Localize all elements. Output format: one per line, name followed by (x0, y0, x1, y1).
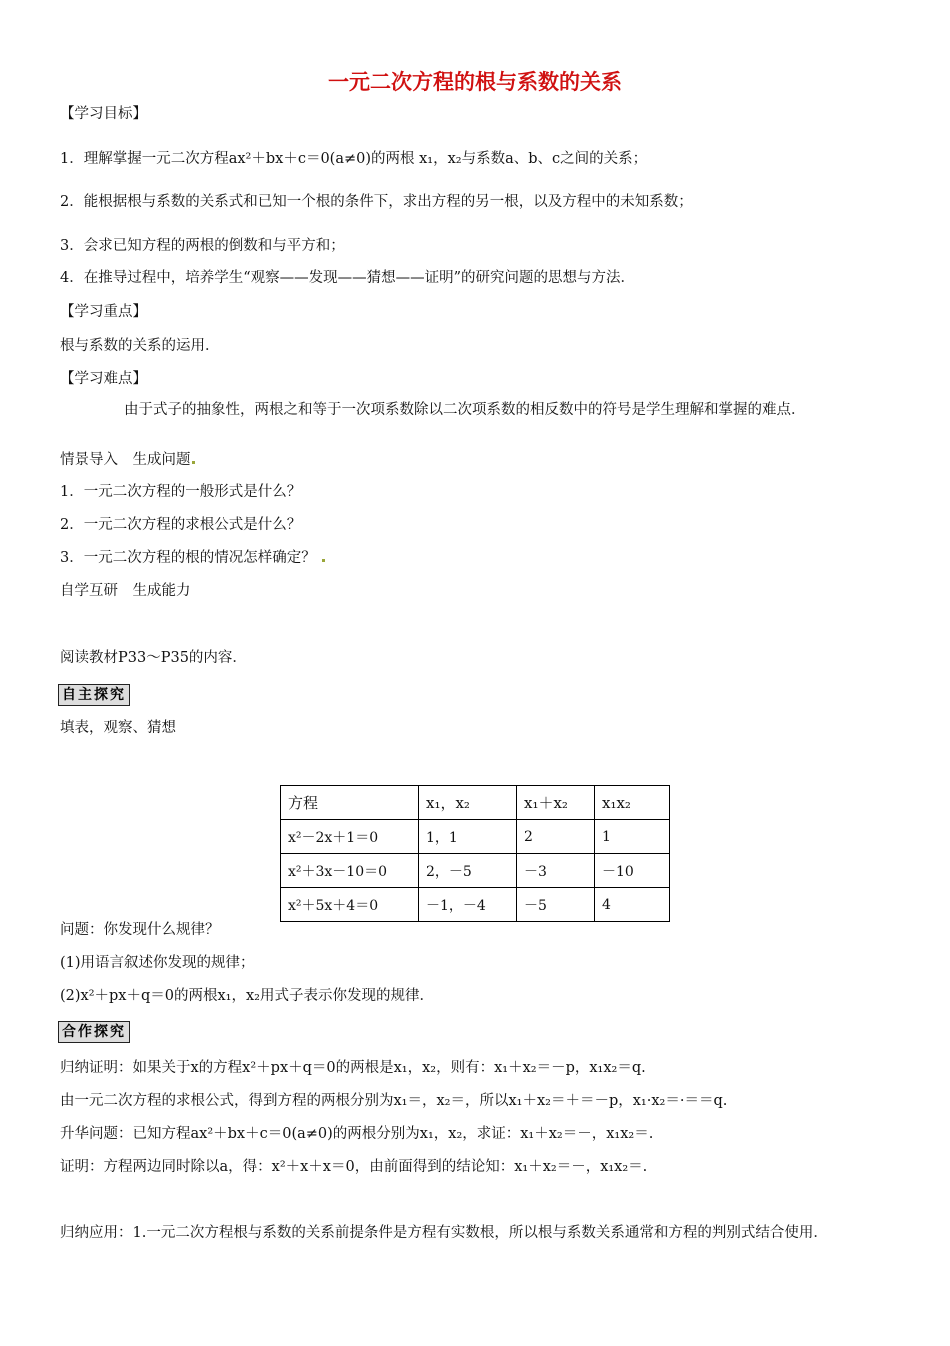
question-2: (2)x²＋px＋q＝0的两根x₁，x₂用式子表示你发现的规律． (60, 988, 434, 1004)
table-cell: 1，1 (419, 820, 517, 854)
fill-table-text: 填表，观察、猜想 (60, 720, 176, 736)
application-text: 归纳应用：1.一元二次方程根与系数的关系前提条件是方程有实数根，所以根与系数关系通常和方程的判别式结合使用． (60, 1225, 828, 1241)
table-cell: －1，－4 (419, 888, 517, 922)
badge-self-explore: 自主探究 (58, 684, 130, 706)
mark-dot (192, 461, 195, 464)
question-text: 问题：你发现什么规律？ (60, 922, 220, 938)
table-header-row (281, 786, 670, 820)
difficulty-text: 由于式子的抽象性，两根之和等于一次项系数除以二次项系数的相反数中的符号是学生理解和掌握的难点． (124, 402, 806, 418)
table-row (281, 854, 670, 888)
table-header: x₁x₂ (595, 786, 670, 820)
mark-dot (322, 559, 325, 562)
table-cell: 2 (517, 820, 595, 854)
proof-line-3: 升华问题：已知方程ax²＋bx＋c＝0(a≠0)的两根分别为x₁，x₂，求证：x₁＋x₂＝－，x₁x₂＝. (60, 1126, 654, 1142)
intro-question-2: 2．一元二次方程的求根公式是什么？ (60, 517, 302, 533)
page-title: 一元二次方程的根与系数的关系 (328, 70, 622, 94)
table-row (281, 820, 670, 854)
table-cell: 2，－5 (419, 854, 517, 888)
key-text: 根与系数的关系的运用． (60, 338, 220, 354)
proof-line-1: 归纳证明：如果关于x的方程x²＋px＋q＝0的两根是x₁，x₂，则有：x₁＋x₂＝－p，x₁x₂＝q. (60, 1060, 646, 1076)
reading-text: 阅读教材P33～P35的内容． (60, 650, 247, 666)
proof-line-4: 证明：方程两边同时除以a，得：x²＋x＋x＝0，由前面得到的结论知：x₁＋x₂＝－，x₁x₂＝. (60, 1159, 648, 1175)
badge-cooperative-explore: 合作探究 (58, 1021, 130, 1043)
self-heading: 自学互研 生成能力 (60, 583, 191, 599)
goal-3: 3．会求已知方程的两根的倒数和与平方和； (60, 238, 345, 254)
table-row (281, 888, 670, 922)
intro-heading: 情景导入 生成问题 (60, 450, 195, 470)
goal-2: 2．能根据根与系数的关系式和已知一个根的条件下，求出方程的另一根，以及方程中的未知系数； (60, 194, 693, 210)
table-cell: x²－2x＋1＝0 (281, 820, 419, 854)
table-cell: x²＋3x－10＝0 (281, 854, 419, 888)
table-cell: －3 (517, 854, 595, 888)
goal-4: 4．在推导过程中，培养学生“观察——发现——猜想——证明”的研究问题的思想与方法． (60, 270, 636, 286)
table-cell: 4 (595, 888, 670, 922)
table-cell: －5 (517, 888, 595, 922)
table-cell: 1 (595, 820, 670, 854)
key-heading: 【学习重点】 (60, 304, 147, 320)
goal-heading: 【学习目标】 (60, 106, 147, 122)
table-cell: x²＋5x＋4＝0 (281, 888, 419, 922)
proof-line-2: 由一元二次方程的求根公式，得到方程的两根分别为x₁＝，x₂＝，所以x₁＋x₂＝＋＝－p，x₁·x₂＝·＝＝q. (60, 1093, 728, 1109)
goal-1: 1．理解掌握一元二次方程ax²＋bx＋c＝0(a≠0)的两根 x₁，x₂与系数a、b、c之间的关系； (60, 151, 648, 167)
intro-question-3: 3．一元二次方程的根的情况怎样确定？ (60, 548, 325, 568)
roots-table (280, 785, 670, 922)
difficulty-heading: 【学习难点】 (60, 371, 147, 387)
table-cell: －10 (595, 854, 670, 888)
table-header: 方程 (281, 786, 419, 820)
question-1: (1)用语言叙述你发现的规律； (60, 955, 255, 971)
table-header: x₁＋x₂ (517, 786, 595, 820)
table-header: x₁，x₂ (419, 786, 517, 820)
intro-question-1: 1．一元二次方程的一般形式是什么？ (60, 484, 302, 500)
